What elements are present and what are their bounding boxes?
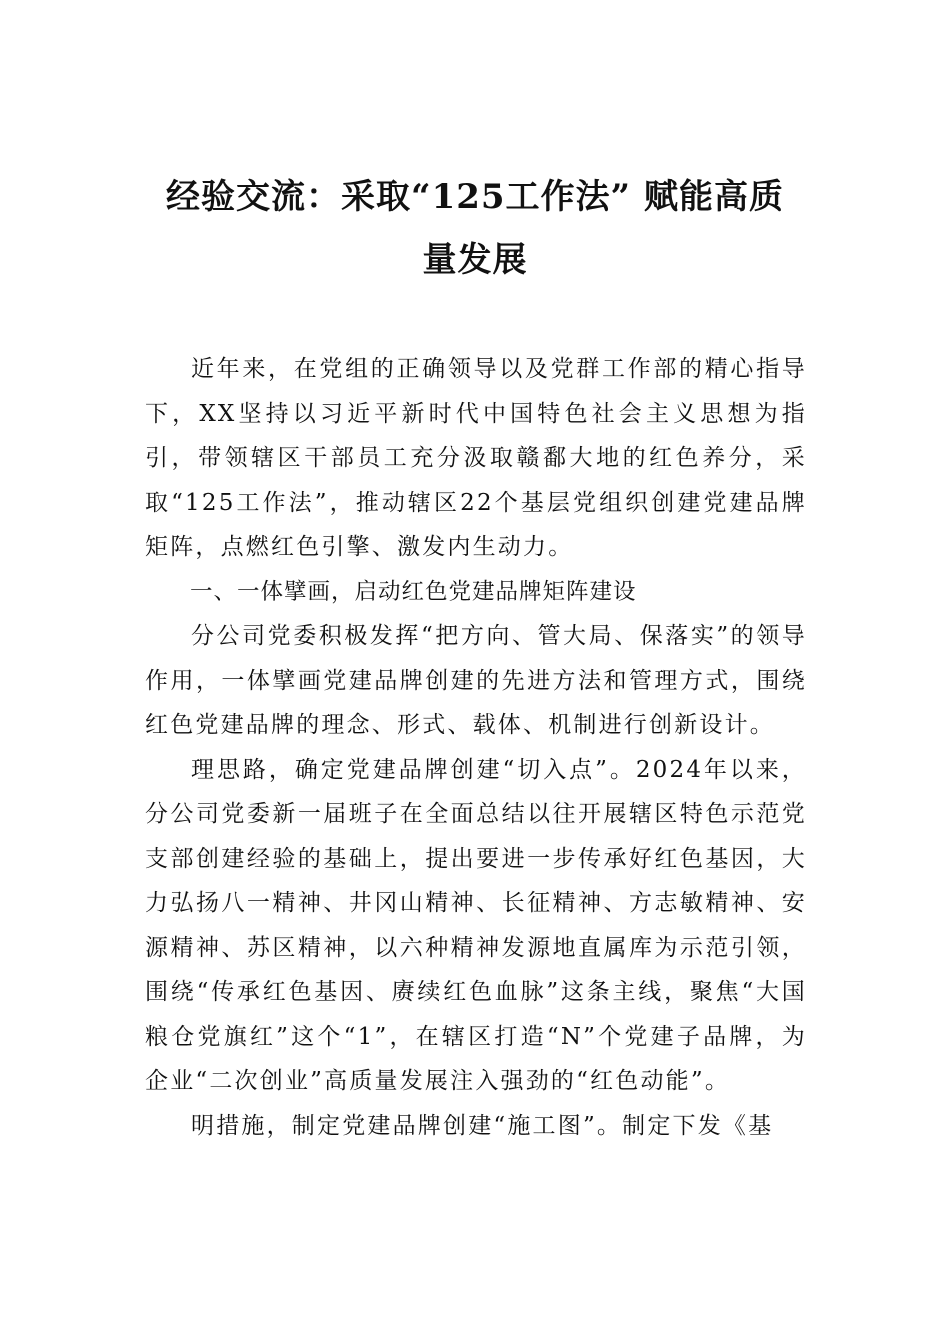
document-body <box>145 347 807 1148</box>
section1-paragraph-1: 分公司党委积极发挥“把方向、管大局、保落实”的领导作用，一体擘画党建品牌创建的先进方法和管理方式，围绕红色党建品牌的理念、形式、载体、机制进行创新设计。 <box>145 623 807 738</box>
title-line-1: 经验交流：采取“125工作法” 赋能高质 <box>166 177 784 217</box>
title-line-2: 量发展 <box>422 240 528 280</box>
section1-paragraph-3: 明措施，制定党建品牌创建“施工图”。制定下发《基 <box>191 1112 774 1139</box>
intro-paragraph: 近年来，在党组的正确领导以及党群工作部的精心指导下，XX坚持以习近平新时代中国特色社会主义思想为指引，带领辖区干部员工充分汲取赣鄱大地的红色养分，采取“125工作法”，推动辖区22个基层党组织创建党建品牌矩阵，点燃红色引擎、激发内生动力。 <box>145 356 807 560</box>
section1-paragraph-2: 理思路，确定党建品牌创建“切入点”。2024年以来，分公司党委新一届班子在全面总结以往开展辖区特色示范党支部创建经验的基础上，提出要进一步传承好红色基因，大力弘扬八一精神、井冈山精神、长征精神、方志敏精神、安源精神、苏区精神，以六种精神发源地直属库为示范引领，围绕“传承红色基因、赓续红色血脉”这条主线，聚焦“大国粮仓党旗红”这个“1”，在辖区打造“N”个党建子品牌，为企业“二次创业”高质量发展注入强劲的“红色动能”。 <box>145 756 807 1094</box>
section-heading-1: 一、一体擘画，启动红色党建品牌矩阵建设 <box>190 578 637 605</box>
document-title <box>145 166 805 292</box>
